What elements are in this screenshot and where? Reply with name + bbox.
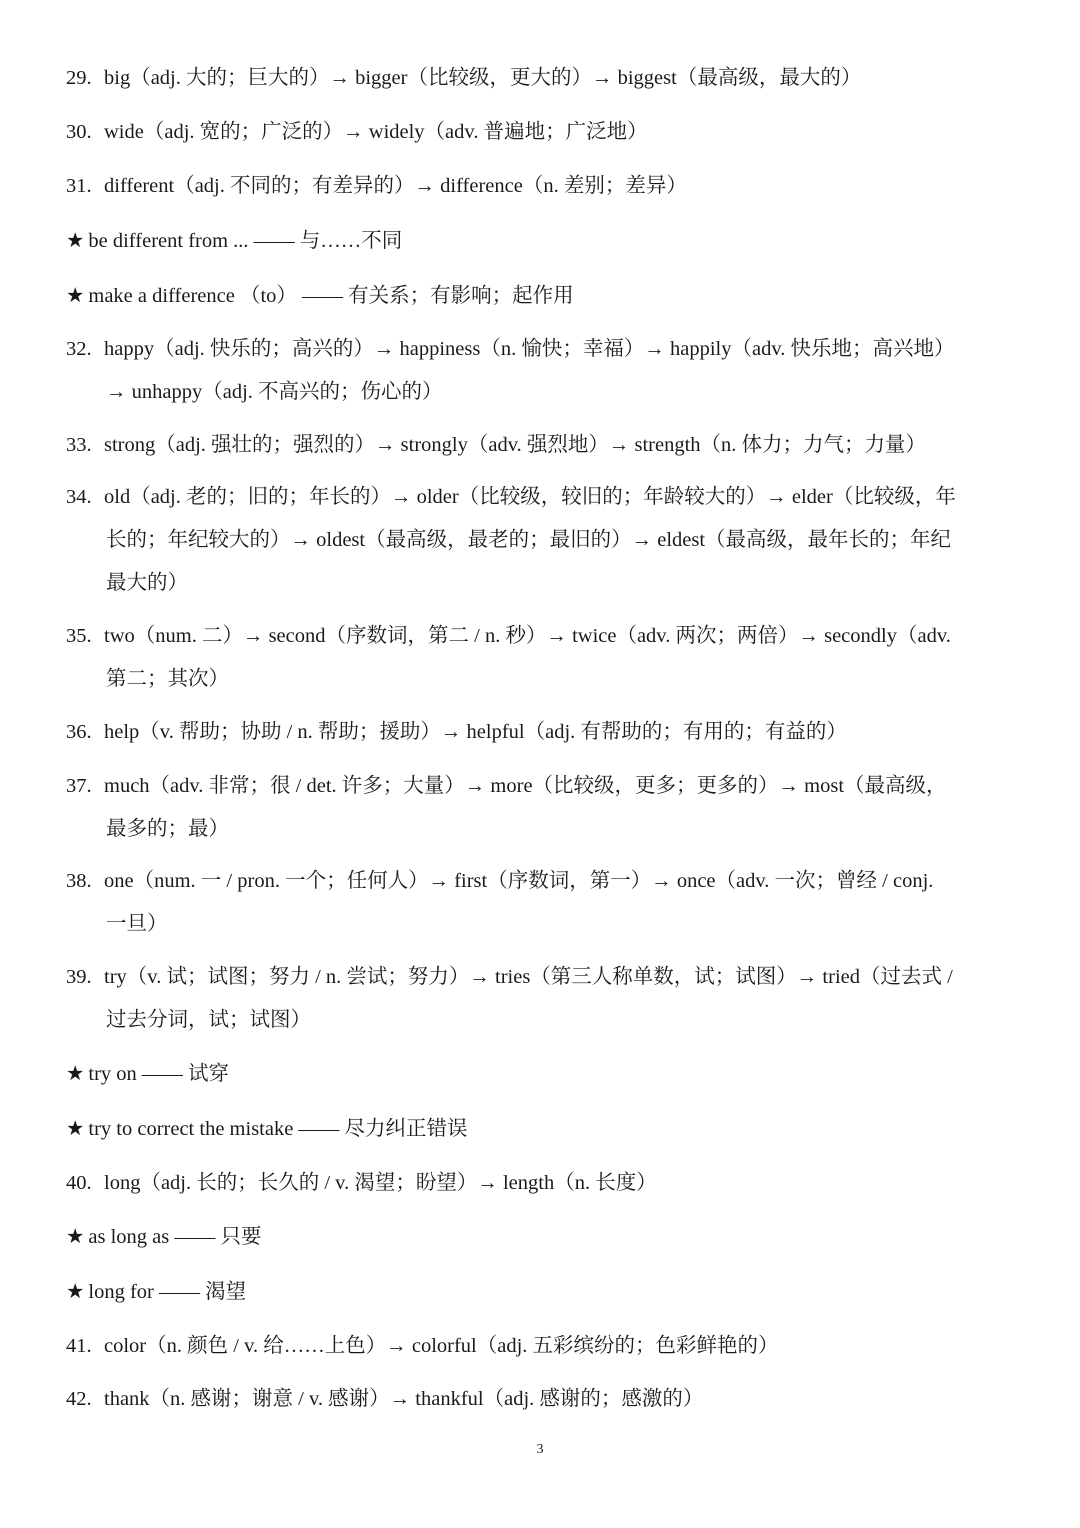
- phrase-text: long for —— 渴望: [88, 1281, 247, 1303]
- entry-text: much（adv. 非常；很 / det. 许多；大量）→ more（比较级，更多；更多的）→ most（最高级，: [104, 775, 947, 797]
- entry-number: 34.: [66, 486, 92, 508]
- entry-number: 39.: [66, 966, 92, 988]
- phrase-as-long-as: [66, 1216, 262, 1259]
- star-icon: ★: [66, 285, 85, 307]
- star-icon: ★: [66, 1063, 85, 1085]
- entry-continuation: 长的；年纪较大的）→ oldest（最高级，最老的；最旧的）→ eldest（最高级，最年长的；年纪: [106, 529, 952, 551]
- entry-33: [66, 424, 1026, 467]
- entry-34: [66, 476, 1026, 605]
- entry-38: [66, 860, 1026, 946]
- entry-number: 35.: [66, 625, 92, 647]
- entry-36: [66, 711, 1026, 754]
- phrase-text: as long as —— 只要: [88, 1226, 262, 1248]
- phrase-text: try to correct the mistake —— 尽力纠正错误: [88, 1118, 468, 1140]
- entry-continuation: 过去分词，试；试图）: [106, 1009, 311, 1031]
- phrase-try-on: [66, 1053, 229, 1096]
- entry-number: 37.: [66, 775, 92, 797]
- entry-text: color（n. 颜色 / v. 给……上色）→ colorful（adj. 五彩缤纷的；色彩鲜艳的）: [104, 1335, 779, 1357]
- entry-35: [66, 615, 1026, 701]
- entry-37: [66, 765, 1026, 851]
- entry-number: 42.: [66, 1388, 92, 1410]
- phrase-text: make a difference （to） —— 有关系；有影响；起作用: [88, 285, 574, 307]
- entry-text: two（num. 二）→ second（序数词，第二 / n. 秒）→ twice（adv. 两次；两倍）→ secondly（adv.: [104, 625, 951, 647]
- entry-number: 40.: [66, 1172, 92, 1194]
- entry-number: 38.: [66, 870, 92, 892]
- entry-text: try（v. 试；试图；努力 / n. 尝试；努力）→ tries（第三人称单数，试；试图）→ tried（过去式 /: [104, 966, 953, 988]
- phrase-text: be different from ... —— 与……不同: [88, 230, 403, 252]
- star-icon: ★: [66, 1226, 85, 1248]
- entry-text: big（adj. 大的；巨大的）→ bigger（比较级，更大的）→ biggest（最高级，最大的）: [104, 67, 862, 89]
- entry-text: different（adj. 不同的；有差异的）→ difference（n. 差别；差异）: [104, 175, 687, 197]
- entry-continuation: 最多的；最）: [106, 818, 229, 840]
- entry-continuation: 一旦）: [106, 913, 168, 935]
- entry-number: 30.: [66, 121, 92, 143]
- entry-number: 33.: [66, 434, 92, 456]
- star-icon: ★: [66, 230, 85, 252]
- star-icon: ★: [66, 1118, 85, 1140]
- entry-40: [66, 1162, 1026, 1205]
- phrase-text: try on —— 试穿: [88, 1063, 230, 1085]
- entry-39: [66, 956, 1026, 1042]
- entry-continuation: → unhappy（adj. 不高兴的；伤心的）: [106, 381, 443, 403]
- entry-29: [66, 57, 1026, 100]
- entry-number: 41.: [66, 1335, 92, 1357]
- entry-text: long（adj. 长的；长久的 / v. 渴望；盼望）→ length（n. 长度）: [104, 1172, 657, 1194]
- phrase-be-different-from: [66, 220, 402, 263]
- entry-32: [66, 328, 1026, 414]
- entry-text: thank（n. 感谢；谢意 / v. 感谢）→ thankful（adj. 感谢的；感激的）: [104, 1388, 704, 1410]
- entry-continuation: 第二；其次）: [106, 668, 229, 690]
- entry-31: [66, 165, 1026, 208]
- entry-text: wide（adj. 宽的；广泛的）→ widely（adv. 普遍地；广泛地）: [104, 121, 648, 143]
- entry-number: 31.: [66, 175, 92, 197]
- phrase-try-to-correct: [66, 1108, 468, 1151]
- phrase-long-for: [66, 1271, 246, 1314]
- entry-number: 36.: [66, 721, 92, 743]
- entry-number: 32.: [66, 338, 92, 360]
- page-number: 3: [536, 1442, 544, 1457]
- entry-text: old（adj. 老的；旧的；年长的）→ older（比较级，较旧的；年龄较大的）→ elder（比较级，年: [104, 486, 956, 508]
- entry-42: [66, 1378, 1026, 1421]
- entry-text: one（num. 一 / pron. 一个；任何人）→ first（序数词，第一）→ once（adv. 一次；曾经 / conj.: [104, 870, 934, 892]
- entry-text: happy（adj. 快乐的；高兴的）→ happiness（n. 愉快；幸福）→ happily（adv. 快乐地；高兴地）: [104, 338, 955, 360]
- entry-text: strong（adj. 强壮的；强烈的）→ strongly（adv. 强烈地）→ strength（n. 体力；力气；力量）: [104, 434, 927, 456]
- entry-41: [66, 1325, 1026, 1368]
- entry-text: help（v. 帮助；协助 / n. 帮助；援助）→ helpful（adj. 有帮助的；有用的；有益的）: [104, 721, 847, 743]
- entry-30: [66, 111, 1026, 154]
- star-icon: ★: [66, 1281, 85, 1303]
- entry-number: 29.: [66, 67, 92, 89]
- entry-continuation: 最大的）: [106, 572, 188, 594]
- phrase-make-a-difference: [66, 275, 574, 318]
